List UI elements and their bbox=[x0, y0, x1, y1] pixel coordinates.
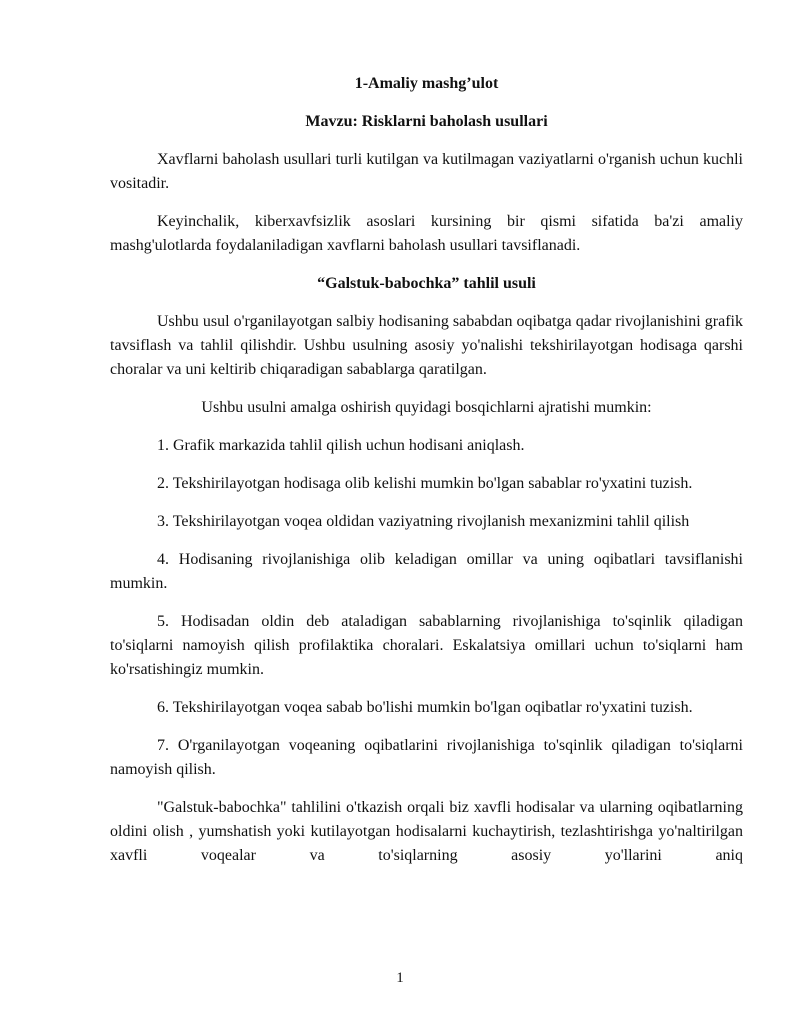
step-item: 6. Tekshirilayotgan voqea sabab bo'lishi mumkin bo'lgan oqibatlar ro'yxatini tuzish. bbox=[157, 699, 693, 716]
step-item: 7. O'rganilayotgan voqeaning oqibatlarini rivojlanishiga to'sqinlik qiladigan to'siqlarni namoyish qilish. bbox=[110, 737, 743, 778]
document-title: 1-Amaliy mashg’ulot bbox=[354, 75, 499, 92]
document-subtitle: Mavzu: Risklarni baholash usullari bbox=[305, 113, 548, 130]
final-paragraph: "Galstuk-babochka" tahlilini o'tkazish orqali biz xavfli hodisalar va ularning oqibatlarning oldini olish , yumshatish yoki kutilayotgan hodisalarni kuchaytirish, tezlashtirishga yo'naltirilgan xavfli voqealar va to'siqlarning asosiy yo'llarini aniq bbox=[110, 799, 743, 864]
step-item: 3. Tekshirilayotgan voqea oldidan vaziyatning rivojlanish mexanizmini tahlil qilish bbox=[157, 513, 690, 530]
document-page bbox=[110, 72, 743, 882]
step-item: 4. Hodisaning rivojlanishiga olib keladigan omillar va uning oqibatlari tavsiflanishi mumkin. bbox=[110, 551, 743, 592]
steps-intro: Ushbu usulni amalga oshirish quyidagi bosqichlarni ajratishi mumkin: bbox=[201, 399, 652, 416]
section-heading: “Galstuk-babochka” tahlil usuli bbox=[317, 275, 536, 292]
step-item: 1. Grafik markazida tahlil qilish uchun hodisani aniqlash. bbox=[157, 437, 525, 454]
step-item: 2. Tekshirilayotgan hodisaga olib kelishi mumkin bo'lgan sabablar ro'yxatini tuzish. bbox=[157, 475, 693, 492]
intro-paragraph: Keyinchalik, kiberxavfsizlik asoslari kursining bir qismi sifatida ba'zi amaliy mashg'ulotlarda foydalaniladigan xavflarni baholash usullari tavsiflanadi. bbox=[110, 213, 743, 254]
step-item: 5. Hodisadan oldin deb ataladigan sabablarning rivojlanishiga to'sqinlik qiladigan to'siqlarni namoyish qilish profilaktika choralari. Eskalatsiya omillari uchun to'siqlarni ham ko'rsatishingiz mumkin. bbox=[110, 613, 743, 678]
intro-paragraph: Xavflarni baholash usullari turli kutilgan va kutilmagan vaziyatlarni o'rganish uchun kuchli vositadir. bbox=[110, 151, 743, 192]
method-paragraph: Ushbu usul o'rganilayotgan salbiy hodisaning sababdan oqibatga qadar rivojlanishini grafik tavsiflash va tahlil qilishdir. Ushbu usulning asosiy yo'nalishi tekshirilayotgan hodisaga qarshi choralar va uni keltirib chiqaradigan sabablarga qaratilgan. bbox=[110, 313, 743, 378]
page-number: 1 bbox=[396, 970, 404, 986]
